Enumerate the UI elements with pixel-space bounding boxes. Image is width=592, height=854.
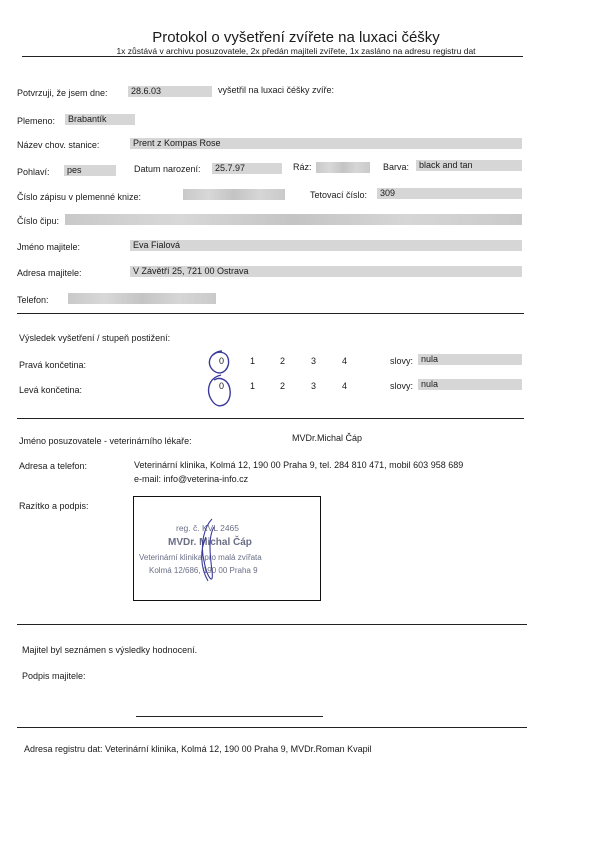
kennel-field: Prent z Kompas Rose	[130, 138, 522, 149]
left-grade-4: 4	[342, 381, 348, 391]
vet-name-value: MVDr.Michal Čáp	[292, 433, 363, 443]
signature-scribble-icon	[134, 497, 322, 602]
owner-name-label: Jméno majitele:	[17, 242, 81, 252]
chip-label: Číslo čipu:	[17, 216, 60, 226]
owner-address-field: V Závětří 25, 721 00 Ostrava	[130, 266, 522, 277]
tattoo-field: 309	[377, 188, 522, 199]
document-title: Protokol o vyšetření zvířete na luxaci čéšky	[152, 29, 440, 46]
owner-signature-line	[136, 716, 323, 717]
breed-field: Brabantík	[65, 114, 135, 125]
left-limb-label: Levá končetina:	[19, 385, 83, 395]
confirm-suffix: vyšetřil na luxaci čéšky zvíře:	[218, 85, 335, 95]
left-grade-0: 0	[219, 381, 225, 391]
right-grade-1: 1	[250, 356, 256, 366]
right-words-label: slovy:	[390, 356, 414, 366]
vet-name-label: Jméno posuzovatele - veterinárního lékaře:	[19, 436, 192, 446]
left-words-field: nula	[418, 379, 522, 390]
breed-label: Plemeno:	[17, 116, 56, 126]
birth-label: Datum narození:	[134, 164, 201, 174]
right-grade-2: 2	[280, 356, 286, 366]
birth-field: 25.7.97	[212, 163, 282, 174]
color-label: Barva:	[383, 162, 410, 172]
stamp-reg: reg. č. KVL 2465	[176, 523, 240, 533]
studbook-label: Číslo zápisu v plemenné knize:	[17, 192, 142, 202]
owner-signature-label: Podpis majitele:	[22, 671, 86, 681]
document-subtitle: 1x zůstává v archivu posuzovatele, 2x předán majiteli zvířete, 1x zasláno na adresu registru dat	[116, 46, 476, 56]
sex-label: Pohlaví:	[17, 167, 50, 177]
phone-label: Telefon:	[17, 295, 49, 305]
confirm-label: Potvrzuji, že jsem dne:	[17, 88, 108, 98]
stamp-address: Kolmá 12/686, 190 00 Praha 9	[149, 566, 258, 575]
vet-contact-label: Adresa a telefon:	[19, 461, 88, 471]
registry-address: Adresa registru dat: Veterinární klinika, Kolmá 12, 190 00 Praha 9, MVDr.Roman Kvapil	[24, 744, 372, 754]
exam-date-field: 28.6.03	[128, 86, 212, 97]
sex-field: pes	[64, 165, 116, 176]
right-grade-0: 0	[219, 356, 225, 366]
section-divider-3	[17, 624, 527, 625]
results-heading: Výsledek vyšetření / stupeň postižení:	[19, 333, 171, 343]
stamp-vet-name: MVDr. Michal Čáp	[168, 537, 252, 548]
color-field: black and tan	[416, 160, 522, 171]
owner-name-field: Eva Fialová	[130, 240, 522, 251]
stamp-box	[133, 496, 321, 601]
section-divider-2	[17, 418, 524, 419]
left-words-label: slovy:	[390, 381, 414, 391]
kennel-label: Název chov. stanice:	[17, 140, 100, 150]
section-divider-4	[17, 727, 527, 728]
right-grade-4: 4	[342, 356, 348, 366]
left-grade-2: 2	[280, 381, 286, 391]
right-grade-3: 3	[311, 356, 317, 366]
owner-informed: Majitel byl seznámen s výsledky hodnocení.	[22, 645, 198, 655]
vet-contact-line1: Veterinární klinika, Kolmá 12, 190 00 Praha 9, tel. 284 810 471, mobil 603 958 689	[134, 460, 464, 470]
type-label: Ráz:	[293, 162, 312, 172]
right-words-field: nula	[418, 354, 522, 365]
vet-contact-line2: e-mail: info@veterina-info.cz	[134, 474, 249, 484]
left-grade-3: 3	[311, 381, 317, 391]
tattoo-label: Tetovací číslo:	[310, 190, 368, 200]
left-grade-1: 1	[250, 381, 256, 391]
owner-address-label: Adresa majitele:	[17, 268, 82, 278]
right-limb-label: Pravá končetina:	[19, 360, 87, 370]
stamp-clinic: Veterinární klinika pro malá zvířata	[139, 553, 262, 562]
stamp-label: Razítko a podpis:	[19, 501, 89, 511]
